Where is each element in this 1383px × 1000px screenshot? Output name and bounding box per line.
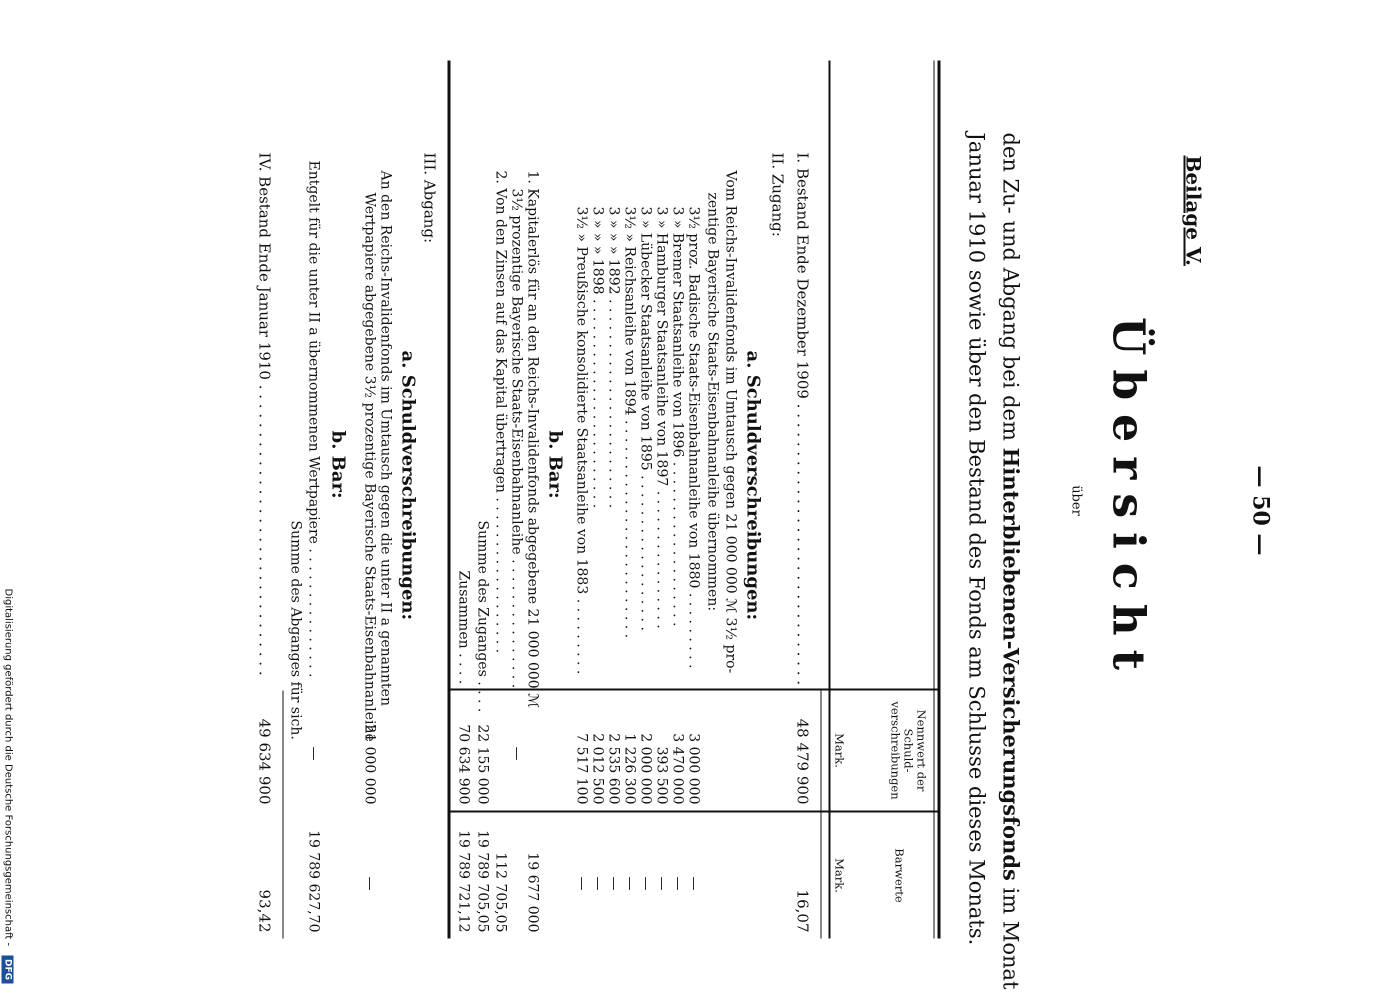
dfg-logo: DFG	[1, 955, 13, 983]
col-unit-barwerte: Mark.	[832, 857, 846, 893]
value-nennwert: 2 012 500	[589, 732, 605, 804]
table-row: 3 » » » 1892 . . . . . . . . . . . . . . . . . . . . . . . .	[605, 206, 621, 508]
row-zusammen: Zusammen . . . .	[455, 570, 471, 684]
final-rule	[282, 690, 283, 938]
table-row: 3½ » Reichsanleihe von 1894 . . . . . . . . . . . . . . . . . . . . . . . . .	[621, 206, 637, 638]
subheading-bar: b. Bar:	[544, 430, 565, 499]
value-nennwert: 49 634 900	[255, 718, 273, 804]
row-text: Vom Reichs-Invalidenfonds im Umtausch gegen 21 000 000 ℳ 3½ pro-	[722, 170, 738, 673]
table-row: Wertpapiere abgegebene 3½ prozentige Bayerische Staats-Eisenbahnanleihe	[361, 192, 377, 742]
col-divider-2	[450, 810, 940, 812]
value-barwerte: 16,07	[793, 889, 811, 932]
table-row: 3½ » Preußische konsolidierte Staatsanleihe von 1883 . . . . . . . . .	[573, 206, 589, 674]
fund-name: Hinterbliebenen-Versicherungsfonds	[998, 447, 1023, 881]
value-barwerte: 93,42	[255, 889, 273, 932]
row-zugang: II. Zugang:	[768, 152, 786, 237]
row-summe-abgang: Summe des Abganges für sich.	[287, 520, 303, 740]
value-barwerte: 19 677 000	[524, 851, 540, 932]
value-nennwert: —	[508, 746, 524, 760]
table-row: 3 » Lübecker Staatsanleihe von 1895 . . . . . . . . . . . . . . . . . .	[637, 206, 653, 631]
row-abgang: III. Abgang:	[420, 152, 438, 243]
value-nennwert: —	[305, 746, 321, 760]
value-barwerte: —	[669, 876, 685, 890]
title-connector: über	[1068, 484, 1083, 516]
value-nennwert: 21 000 000	[361, 723, 377, 804]
value-barwerte: 112 705,05	[492, 851, 508, 932]
subheading-bar: b. Bar:	[327, 430, 348, 499]
table-bottom-rule	[447, 60, 450, 938]
subheading-schuldverschreibungen: a. Schuldverschreibungen:	[397, 350, 418, 620]
table-top-rule	[937, 60, 940, 938]
heading-line-2: Januar 1910 sowie über den Bestand des Fonds am Schlusse dieses Monats.	[964, 132, 988, 945]
table-row: 1. Kapitalerlös für an den Reichs-Invalidenfonds abgegebene 21 000 000 ℳ	[524, 170, 540, 708]
header-rule	[828, 60, 830, 938]
value-nennwert: 3 470 000	[669, 732, 685, 804]
row-bestand-dezember: I. Bestand Ende Dezember 1909 . . . . . . . . . . . . . . . . . . . . . . . . . . . . . .	[793, 152, 811, 685]
value-barwerte: —	[653, 876, 669, 890]
value-barwerte: —	[589, 876, 605, 890]
table-row: 3½ prozentige Bayerische Staats-Eisenbahnanleihe . . . . . . . . . . . . . . .	[508, 188, 524, 688]
sum-rule-nennwert	[820, 690, 821, 810]
value-barwerte: —	[605, 876, 621, 890]
row-text: zentige Bayerische Staats-Eisenbahnanleihe übernommen:	[704, 192, 720, 611]
value-nennwert: 3 000 000	[685, 732, 701, 804]
value-nennwert: 48 479 900	[793, 718, 811, 804]
value-barwerte: —	[361, 876, 377, 890]
page-number: — 50 —	[1247, 465, 1273, 555]
table-top-rule-2	[933, 60, 934, 938]
digitization-credit: Digitalisierung gefördert durch die Deutsche Forschungsgemeinschaft -	[2, 588, 13, 946]
table-row: Entgelt für die unter II a übernommenen Wertpapiere . . . . . . . . . . . . . . .	[305, 160, 321, 677]
row-text: An den Reichs-Invalidenfonds im Umtausch gegen die unter II a genannten	[377, 170, 393, 706]
value-nennwert: 7 517 100	[573, 732, 589, 804]
value-barwerte: —	[573, 876, 589, 890]
col-divider-1	[450, 688, 940, 690]
row-summe-zugang: Summe des Zuganges . . . .	[474, 520, 490, 712]
value-nennwert: 1 226 300	[621, 732, 637, 804]
table-row: 3 » Bremer Staatsanleihe von 1896 . . . . . . . . . . . . . . . . . . .	[669, 206, 685, 626]
table-row: 3 » Hamburger Staatsanleihe von 1897 . . . . . . . . . . . . . . . .	[653, 206, 669, 629]
subheading-schuldverschreibungen: a. Schuldverschreibungen:	[742, 350, 763, 620]
col-header-barwerte: Barwerte	[892, 847, 906, 903]
table-row: 2. Von den Zinsen auf das Kapital übertragen . . . . . . . . . . . . . . . . . .	[492, 170, 508, 653]
value-barwerte: 19 789 705,05	[474, 829, 490, 932]
table-row: 3 » » » 1898 . . . . . . . . . . . . . . . . . . . . . . . .	[589, 206, 605, 508]
value-barwerte: —	[685, 876, 701, 890]
value-barwerte: —	[637, 876, 653, 890]
value-nennwert: 2 535 600	[605, 732, 621, 804]
sum-rule-barwerte	[820, 812, 821, 938]
beilage-label: Beilage V.	[1181, 155, 1205, 266]
value-barwerte: 19 789 721,12	[455, 829, 471, 932]
value-barwerte: —	[621, 876, 637, 890]
heading-line-1: den Zu- und Abgang bei dem Hinterbliebenen-Versicherungsfonds im Monat	[998, 132, 1023, 989]
value-nennwert: 2 000 000	[637, 732, 653, 804]
col-header-nennwert: Nennwert der Schuld- verschreibungen	[888, 700, 928, 800]
value-nennwert: 70 634 900	[455, 723, 471, 804]
value-nennwert: 393 500	[653, 746, 669, 804]
value-barwerte: 19 789 627,70	[305, 829, 321, 932]
document-title: Übersicht	[1102, 316, 1153, 684]
table-row: 3½ proz. Badische Staats-Eisenbahnanleihe von 1880 . . . . . . . . .	[685, 206, 701, 669]
row-bestand-januar: IV. Bestand Ende Januar 1910 . . . . . . . . . . . . . . . . . . . . . . . . . . . . . . .	[255, 152, 273, 676]
col-unit-nennwert: Mark.	[832, 732, 846, 768]
value-nennwert: 22 155 000	[474, 723, 490, 804]
